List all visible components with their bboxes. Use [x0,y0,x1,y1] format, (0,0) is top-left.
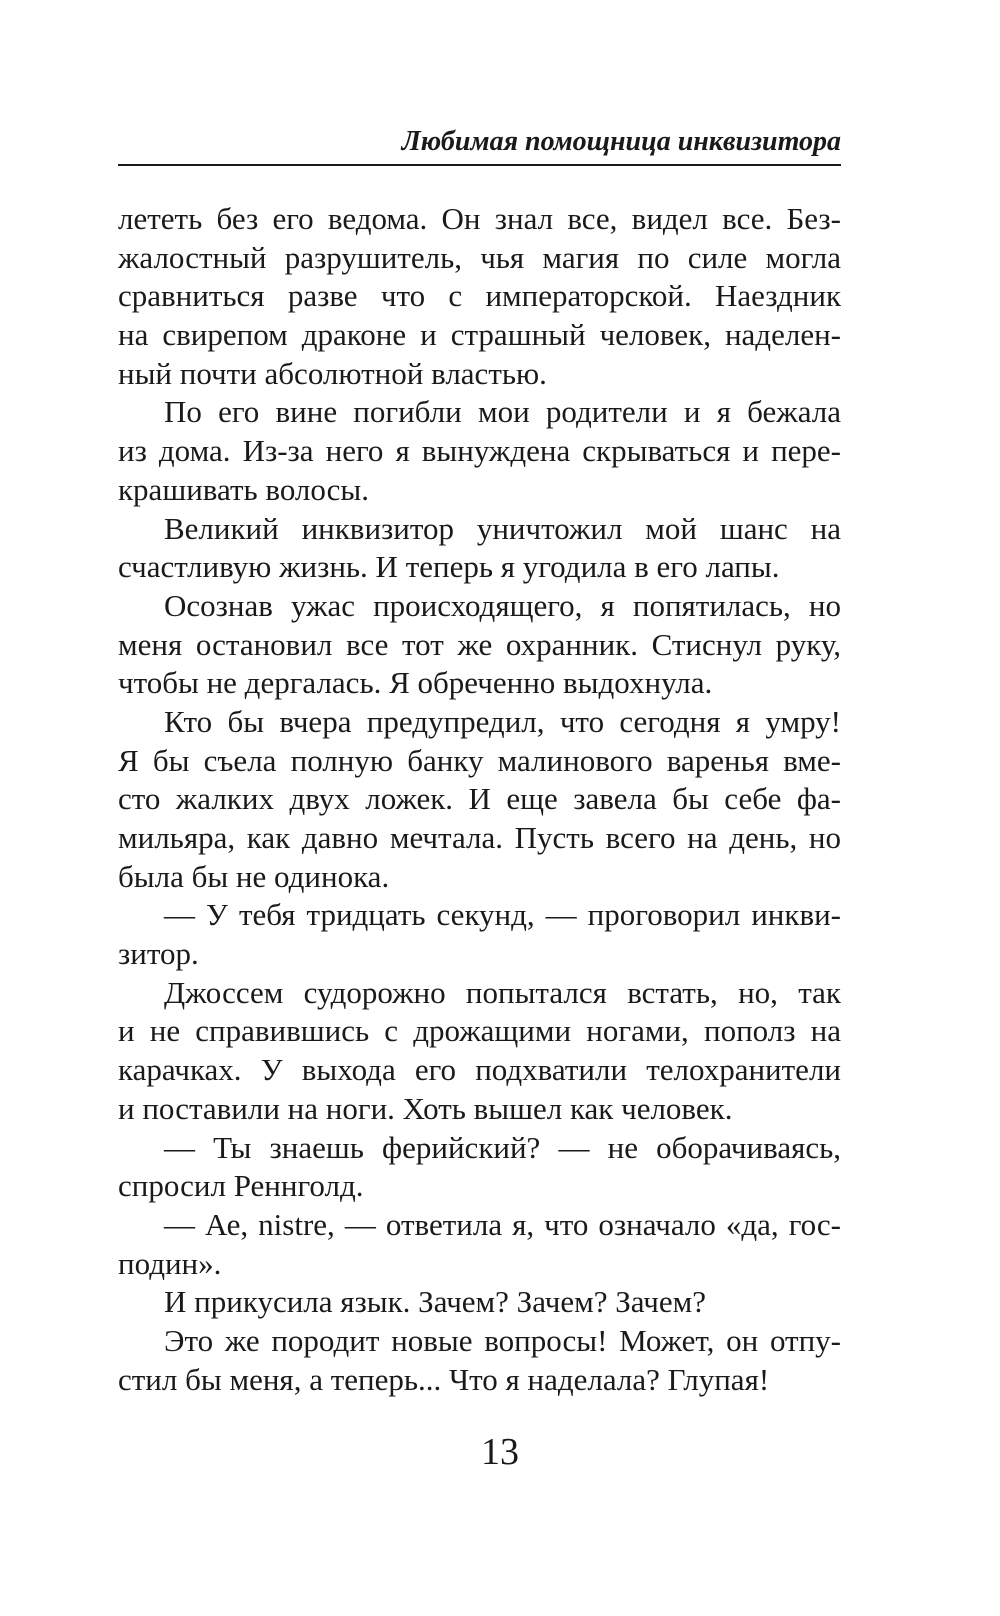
paragraph [118,896,841,973]
body-text [118,200,841,1399]
text-line: И прикусила язык. Зачем? Зачем? Зачем? [164,1284,706,1320]
paragraph [118,703,841,896]
text-line: была бы не одинока. [118,858,390,894]
paragraph [118,510,841,587]
text-line: жалостный разрушитель, чья магия по силе могла [118,239,841,275]
text-line: чтобы не дергалась. Я обреченно выдохнула. [118,665,713,701]
paragraph [118,393,841,509]
text-line: спросил Реннголд. [118,1168,364,1204]
paragraph [118,200,841,393]
text-line: стил бы меня, а теперь... Что я наделала? Глупая! [118,1361,770,1397]
text-line: и поставили на ноги. Хоть вышел как человек. [118,1090,733,1126]
text-line: крашивать волосы. [118,471,369,507]
paragraph [118,1283,841,1322]
paragraph [118,1129,841,1206]
text-line: ный почти абсолютной властью. [118,355,547,391]
text-line: Великий инквизитор уничтожил мой шанс на [164,510,841,546]
paragraph [118,1322,841,1399]
text-line: Джоссем судорожно попытался встать, но, так [164,974,841,1010]
text-line: и не справившись с дрожащими ногами, пополз на [118,1013,841,1049]
text-line: Это же породит новые вопросы! Может, он отпу- [164,1322,841,1358]
text-line: на свирепом драконе и страшный человек, наделен- [118,317,841,353]
text-line: мильяра, как давно мечтала. Пусть всего на день, но [118,820,841,855]
text-line: — Ае, nistre, — ответила я, что означало «да, гос- [164,1206,841,1242]
header-rule [118,164,841,166]
text-line: По его вине погибли мои родители и я бежала [164,394,841,430]
text-line: — Ты знаешь ферийский? — не оборачиваясь, [164,1129,841,1165]
text-line: Кто бы вчера предупредил, что сегодня я умру! [164,703,841,739]
page-number: 13 [481,1431,519,1473]
text-line: подин». [118,1245,222,1281]
text-line: из дома. Из-за него я вынуждена скрываться и пере- [118,433,841,469]
text-line: — У тебя тридцать секунд, — проговорил инкви- [164,897,841,933]
text-line: зитор. [118,936,199,972]
text-line: лететь без его ведома. Он знал все, видел все. Без- [118,201,841,236]
text-line: меня остановил все тот же охранник. Стиснул руку, [118,626,841,662]
paragraph [118,587,841,703]
text-line: Осознав ужас происходящего, я попятилась, но [164,587,841,623]
paragraph [118,974,841,1129]
text-line: карачках. У выхода его подхватили телохранители [118,1052,841,1088]
text-line: счастливую жизнь. И теперь я угодила в его лапы. [118,549,780,585]
text-line: сравниться разве что с императорской. Наездник [118,278,841,314]
text-line: Я бы съела полную банку малинового варенья вме- [118,742,841,778]
running-title: Любимая помощница инквизитора [401,126,841,157]
paragraph [118,1206,841,1283]
text-line: сто жалких двух ложек. И еще завела бы себе фа- [118,781,841,817]
